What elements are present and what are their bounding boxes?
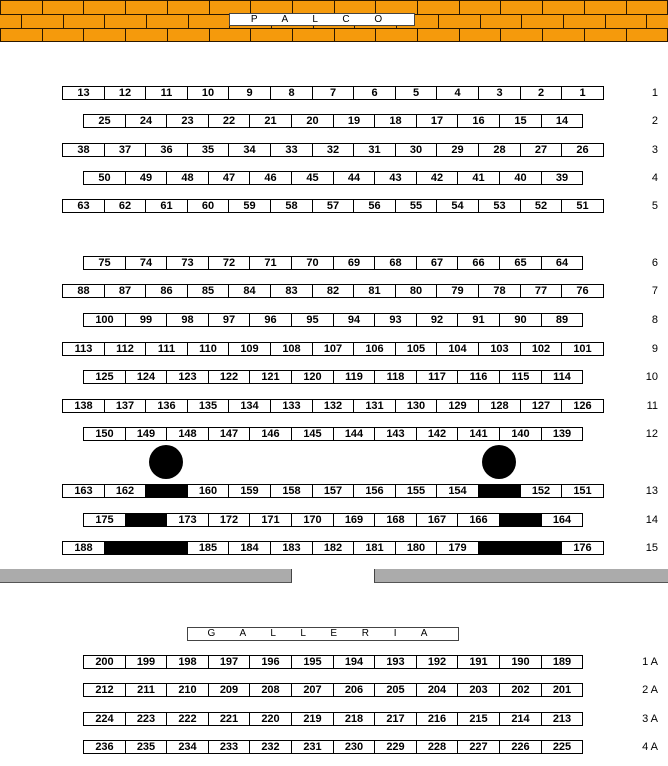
seat[interactable]: 53 bbox=[478, 199, 521, 213]
seat[interactable]: 235 bbox=[125, 740, 167, 754]
seat[interactable]: 110 bbox=[187, 342, 229, 356]
wall-left bbox=[0, 569, 292, 583]
gallery-label: G A L L E R I A bbox=[187, 627, 459, 641]
seat[interactable]: 77 bbox=[520, 284, 562, 298]
seat[interactable]: 109 bbox=[228, 342, 271, 356]
seat[interactable]: 76 bbox=[561, 284, 604, 298]
seat[interactable]: 42 bbox=[416, 171, 458, 185]
seat[interactable]: 46 bbox=[249, 171, 292, 185]
seat[interactable]: 107 bbox=[312, 342, 354, 356]
seat[interactable]: 209 bbox=[208, 683, 250, 697]
seat[interactable]: 193 bbox=[374, 655, 417, 669]
seat[interactable]: 85 bbox=[187, 284, 229, 298]
seat[interactable]: 9 bbox=[228, 86, 271, 100]
seat[interactable]: 95 bbox=[291, 313, 334, 327]
seat[interactable]: 117 bbox=[416, 370, 458, 384]
seat[interactable]: 15 bbox=[499, 114, 542, 128]
seat[interactable]: 136 bbox=[145, 399, 188, 413]
seat[interactable]: 2 bbox=[520, 86, 562, 100]
seat[interactable]: 86 bbox=[145, 284, 188, 298]
seat[interactable]: 94 bbox=[333, 313, 375, 327]
seat[interactable]: 220 bbox=[249, 712, 292, 726]
seat[interactable]: 64 bbox=[541, 256, 583, 270]
seat[interactable]: 190 bbox=[499, 655, 542, 669]
seat[interactable]: 98 bbox=[166, 313, 209, 327]
seat[interactable]: 234 bbox=[166, 740, 209, 754]
seat[interactable]: 91 bbox=[457, 313, 500, 327]
seat[interactable]: 133 bbox=[270, 399, 313, 413]
seat[interactable]: 184 bbox=[228, 541, 271, 555]
seat[interactable]: 51 bbox=[561, 199, 604, 213]
seat[interactable]: 160 bbox=[187, 484, 229, 498]
seat[interactable]: 38 bbox=[62, 143, 105, 157]
seat[interactable]: 218 bbox=[333, 712, 375, 726]
seat[interactable]: 212 bbox=[83, 683, 126, 697]
blocked-seat bbox=[104, 541, 188, 555]
seat[interactable]: 138 bbox=[62, 399, 105, 413]
seat[interactable]: 48 bbox=[166, 171, 209, 185]
seat[interactable]: 87 bbox=[104, 284, 146, 298]
seat[interactable]: 13 bbox=[62, 86, 105, 100]
seat[interactable]: 157 bbox=[312, 484, 354, 498]
row-label: 1 bbox=[651, 87, 658, 99]
stage-label: P A L C O bbox=[229, 13, 415, 26]
seat[interactable]: 210 bbox=[166, 683, 209, 697]
seat[interactable]: 5 bbox=[395, 86, 437, 100]
seat[interactable]: 96 bbox=[249, 313, 292, 327]
seat[interactable]: 200 bbox=[83, 655, 126, 669]
seat[interactable]: 194 bbox=[333, 655, 375, 669]
seat[interactable]: 97 bbox=[208, 313, 250, 327]
row-label: 4 bbox=[651, 172, 658, 184]
seat[interactable]: 69 bbox=[333, 256, 375, 270]
seat[interactable]: 185 bbox=[187, 541, 229, 555]
seat[interactable]: 50 bbox=[83, 171, 126, 185]
seat[interactable]: 1 bbox=[561, 86, 604, 100]
seat[interactable]: 114 bbox=[541, 370, 583, 384]
seat[interactable]: 43 bbox=[374, 171, 417, 185]
seat[interactable]: 52 bbox=[520, 199, 562, 213]
seat[interactable]: 130 bbox=[395, 399, 437, 413]
seat[interactable]: 81 bbox=[353, 284, 396, 298]
seat[interactable]: 175 bbox=[83, 513, 126, 527]
seat[interactable]: 226 bbox=[499, 740, 542, 754]
seat[interactable]: 57 bbox=[312, 199, 354, 213]
seat[interactable]: 188 bbox=[62, 541, 105, 555]
seat[interactable]: 145 bbox=[291, 427, 334, 441]
row-label: 15 bbox=[645, 542, 658, 554]
seat[interactable]: 224 bbox=[83, 712, 126, 726]
seat[interactable]: 228 bbox=[416, 740, 458, 754]
seat[interactable]: 167 bbox=[416, 513, 458, 527]
seat[interactable]: 44 bbox=[333, 171, 375, 185]
seat[interactable]: 84 bbox=[228, 284, 271, 298]
seat[interactable]: 71 bbox=[249, 256, 292, 270]
seat[interactable]: 32 bbox=[312, 143, 354, 157]
seat[interactable]: 196 bbox=[249, 655, 292, 669]
seat[interactable]: 144 bbox=[333, 427, 375, 441]
seat[interactable]: 108 bbox=[270, 342, 313, 356]
seat[interactable]: 7 bbox=[312, 86, 354, 100]
seat[interactable]: 56 bbox=[353, 199, 396, 213]
seat[interactable]: 80 bbox=[395, 284, 437, 298]
seat[interactable]: 37 bbox=[104, 143, 146, 157]
seat[interactable]: 89 bbox=[541, 313, 583, 327]
row-label: 10 bbox=[645, 371, 658, 383]
seat[interactable]: 28 bbox=[478, 143, 521, 157]
seat[interactable]: 154 bbox=[436, 484, 479, 498]
row-label: 14 bbox=[645, 514, 658, 526]
seat[interactable]: 79 bbox=[436, 284, 479, 298]
seat[interactable]: 10 bbox=[187, 86, 229, 100]
seat[interactable]: 236 bbox=[83, 740, 126, 754]
seat[interactable]: 115 bbox=[499, 370, 542, 384]
seat[interactable]: 128 bbox=[478, 399, 521, 413]
seat[interactable]: 149 bbox=[125, 427, 167, 441]
seat[interactable]: 189 bbox=[541, 655, 583, 669]
seat[interactable]: 74 bbox=[125, 256, 167, 270]
seat[interactable]: 125 bbox=[83, 370, 126, 384]
seat[interactable]: 72 bbox=[208, 256, 250, 270]
seat[interactable]: 35 bbox=[187, 143, 229, 157]
seat[interactable]: 75 bbox=[83, 256, 126, 270]
seat[interactable]: 214 bbox=[499, 712, 542, 726]
seat[interactable]: 39 bbox=[541, 171, 583, 185]
seat[interactable]: 131 bbox=[353, 399, 396, 413]
seat[interactable]: 41 bbox=[457, 171, 500, 185]
seat[interactable]: 65 bbox=[499, 256, 542, 270]
seat[interactable]: 90 bbox=[499, 313, 542, 327]
seat[interactable]: 233 bbox=[208, 740, 250, 754]
seat[interactable]: 88 bbox=[62, 284, 105, 298]
seat[interactable]: 21 bbox=[249, 114, 292, 128]
seat[interactable]: 201 bbox=[541, 683, 583, 697]
row-label: 13 bbox=[645, 485, 658, 497]
seat[interactable]: 59 bbox=[228, 199, 271, 213]
seat[interactable]: 105 bbox=[395, 342, 437, 356]
seat[interactable]: 120 bbox=[291, 370, 334, 384]
seat[interactable]: 100 bbox=[83, 313, 126, 327]
pillar-left bbox=[149, 445, 183, 479]
row-label: 6 bbox=[651, 257, 658, 269]
seat[interactable]: 17 bbox=[416, 114, 458, 128]
seat[interactable]: 204 bbox=[416, 683, 458, 697]
seat[interactable]: 172 bbox=[208, 513, 250, 527]
seat[interactable]: 199 bbox=[125, 655, 167, 669]
blocked-seat bbox=[478, 541, 562, 555]
seat[interactable]: 122 bbox=[208, 370, 250, 384]
seat[interactable]: 162 bbox=[104, 484, 146, 498]
seat[interactable]: 148 bbox=[166, 427, 209, 441]
seat[interactable]: 183 bbox=[270, 541, 313, 555]
row-label: 7 bbox=[651, 285, 658, 297]
seat[interactable]: 99 bbox=[125, 313, 167, 327]
seat[interactable]: 104 bbox=[436, 342, 479, 356]
seat[interactable]: 12 bbox=[104, 86, 146, 100]
seat[interactable]: 225 bbox=[541, 740, 583, 754]
seat[interactable]: 26 bbox=[561, 143, 604, 157]
seat[interactable]: 126 bbox=[561, 399, 604, 413]
seat[interactable]: 3 bbox=[478, 86, 521, 100]
seat[interactable]: 55 bbox=[395, 199, 437, 213]
blocked-seat bbox=[145, 484, 188, 498]
seat[interactable]: 31 bbox=[353, 143, 396, 157]
seat[interactable]: 121 bbox=[249, 370, 292, 384]
row-label: 3 A bbox=[642, 713, 658, 725]
seat[interactable]: 135 bbox=[187, 399, 229, 413]
wall-right bbox=[374, 569, 668, 583]
seat[interactable]: 179 bbox=[436, 541, 479, 555]
seat[interactable]: 146 bbox=[249, 427, 292, 441]
seat[interactable]: 171 bbox=[249, 513, 292, 527]
seat[interactable]: 16 bbox=[457, 114, 500, 128]
seat[interactable]: 58 bbox=[270, 199, 313, 213]
seat[interactable]: 29 bbox=[436, 143, 479, 157]
seat[interactable]: 102 bbox=[520, 342, 562, 356]
seat[interactable]: 173 bbox=[166, 513, 209, 527]
seat[interactable]: 47 bbox=[208, 171, 250, 185]
blocked-seat bbox=[478, 484, 521, 498]
seat[interactable]: 20 bbox=[291, 114, 334, 128]
seat[interactable]: 116 bbox=[457, 370, 500, 384]
seat[interactable]: 4 bbox=[436, 86, 479, 100]
seat[interactable]: 33 bbox=[270, 143, 313, 157]
seat[interactable]: 36 bbox=[145, 143, 188, 157]
seat[interactable]: 34 bbox=[228, 143, 271, 157]
seat[interactable]: 111 bbox=[145, 342, 188, 356]
seat[interactable]: 180 bbox=[395, 541, 437, 555]
seat[interactable]: 49 bbox=[125, 171, 167, 185]
seat[interactable]: 163 bbox=[62, 484, 105, 498]
seat[interactable]: 93 bbox=[374, 313, 417, 327]
seat[interactable]: 158 bbox=[270, 484, 313, 498]
seat[interactable]: 24 bbox=[125, 114, 167, 128]
seat[interactable]: 192 bbox=[416, 655, 458, 669]
seat[interactable]: 54 bbox=[436, 199, 479, 213]
row-label: 4 A bbox=[642, 741, 658, 753]
seat[interactable]: 70 bbox=[291, 256, 334, 270]
seat[interactable]: 232 bbox=[249, 740, 292, 754]
seat[interactable]: 231 bbox=[291, 740, 334, 754]
seat[interactable]: 101 bbox=[561, 342, 604, 356]
seat[interactable]: 169 bbox=[333, 513, 375, 527]
seat[interactable]: 92 bbox=[416, 313, 458, 327]
seat[interactable]: 112 bbox=[104, 342, 146, 356]
row-label: 2 bbox=[651, 115, 658, 127]
seat[interactable]: 82 bbox=[312, 284, 354, 298]
seat[interactable]: 137 bbox=[104, 399, 146, 413]
row-label: 5 bbox=[651, 200, 658, 212]
row-label: 9 bbox=[651, 343, 658, 355]
seat[interactable]: 11 bbox=[145, 86, 188, 100]
seat[interactable]: 140 bbox=[499, 427, 542, 441]
seat[interactable]: 30 bbox=[395, 143, 437, 157]
seat[interactable]: 106 bbox=[353, 342, 396, 356]
seat[interactable]: 27 bbox=[520, 143, 562, 157]
seat[interactable]: 198 bbox=[166, 655, 209, 669]
blocked-seat bbox=[499, 513, 542, 527]
seat[interactable]: 181 bbox=[353, 541, 396, 555]
seat[interactable]: 40 bbox=[499, 171, 542, 185]
row-label: 11 bbox=[646, 400, 658, 412]
seat[interactable]: 207 bbox=[291, 683, 334, 697]
seat[interactable]: 147 bbox=[208, 427, 250, 441]
seat[interactable]: 22 bbox=[208, 114, 250, 128]
seat[interactable]: 215 bbox=[457, 712, 500, 726]
seat[interactable]: 227 bbox=[457, 740, 500, 754]
seat[interactable]: 60 bbox=[187, 199, 229, 213]
seat[interactable]: 6 bbox=[353, 86, 396, 100]
seat[interactable]: 113 bbox=[62, 342, 105, 356]
seat[interactable]: 197 bbox=[208, 655, 250, 669]
seat[interactable]: 143 bbox=[374, 427, 417, 441]
seat[interactable]: 119 bbox=[333, 370, 375, 384]
seat[interactable]: 18 bbox=[374, 114, 417, 128]
seat[interactable]: 216 bbox=[416, 712, 458, 726]
seat[interactable]: 134 bbox=[228, 399, 271, 413]
seat[interactable]: 123 bbox=[166, 370, 209, 384]
seat[interactable]: 142 bbox=[416, 427, 458, 441]
seat[interactable]: 159 bbox=[228, 484, 271, 498]
seat[interactable]: 141 bbox=[457, 427, 500, 441]
seat[interactable]: 8 bbox=[270, 86, 313, 100]
seat[interactable]: 191 bbox=[457, 655, 500, 669]
row-label: 12 bbox=[645, 428, 658, 440]
seat[interactable]: 73 bbox=[166, 256, 209, 270]
seat[interactable]: 14 bbox=[541, 114, 583, 128]
seat[interactable]: 223 bbox=[125, 712, 167, 726]
seat[interactable]: 19 bbox=[333, 114, 375, 128]
seat[interactable]: 124 bbox=[125, 370, 167, 384]
seat[interactable]: 23 bbox=[166, 114, 209, 128]
seat[interactable]: 103 bbox=[478, 342, 521, 356]
seat[interactable]: 118 bbox=[374, 370, 417, 384]
pillar-right bbox=[482, 445, 516, 479]
seat[interactable]: 168 bbox=[374, 513, 417, 527]
seat[interactable]: 132 bbox=[312, 399, 354, 413]
seat[interactable]: 202 bbox=[499, 683, 542, 697]
seat[interactable]: 203 bbox=[457, 683, 500, 697]
seat[interactable]: 213 bbox=[541, 712, 583, 726]
seat[interactable]: 151 bbox=[561, 484, 604, 498]
seat[interactable]: 83 bbox=[270, 284, 313, 298]
seat[interactable]: 195 bbox=[291, 655, 334, 669]
row-label: 8 bbox=[651, 314, 658, 326]
seat[interactable]: 170 bbox=[291, 513, 334, 527]
seat[interactable]: 139 bbox=[541, 427, 583, 441]
seat[interactable]: 45 bbox=[291, 171, 334, 185]
seat[interactable]: 208 bbox=[249, 683, 292, 697]
seat[interactable]: 229 bbox=[374, 740, 417, 754]
seat[interactable]: 222 bbox=[166, 712, 209, 726]
blocked-seat bbox=[125, 513, 167, 527]
seat[interactable]: 176 bbox=[561, 541, 604, 555]
seat[interactable]: 156 bbox=[353, 484, 396, 498]
seat[interactable]: 129 bbox=[436, 399, 479, 413]
seat[interactable]: 166 bbox=[457, 513, 500, 527]
seat[interactable]: 67 bbox=[416, 256, 458, 270]
seat[interactable]: 150 bbox=[83, 427, 126, 441]
seat[interactable]: 25 bbox=[83, 114, 126, 128]
seat[interactable]: 211 bbox=[125, 683, 167, 697]
seat[interactable]: 219 bbox=[291, 712, 334, 726]
seat[interactable]: 63 bbox=[62, 199, 105, 213]
row-label: 2 A bbox=[642, 684, 658, 696]
seat[interactable]: 182 bbox=[312, 541, 354, 555]
seat[interactable]: 78 bbox=[478, 284, 521, 298]
seat[interactable]: 205 bbox=[374, 683, 417, 697]
seat[interactable]: 68 bbox=[374, 256, 417, 270]
seat[interactable]: 164 bbox=[541, 513, 583, 527]
seat[interactable]: 61 bbox=[145, 199, 188, 213]
seat[interactable]: 217 bbox=[374, 712, 417, 726]
seat[interactable]: 206 bbox=[333, 683, 375, 697]
seat[interactable]: 127 bbox=[520, 399, 562, 413]
seat[interactable]: 230 bbox=[333, 740, 375, 754]
row-label: 1 A bbox=[642, 656, 658, 668]
seat[interactable]: 62 bbox=[104, 199, 146, 213]
seat[interactable]: 221 bbox=[208, 712, 250, 726]
seat[interactable]: 155 bbox=[395, 484, 437, 498]
row-label: 3 bbox=[651, 144, 658, 156]
seat[interactable]: 152 bbox=[520, 484, 562, 498]
seat[interactable]: 66 bbox=[457, 256, 500, 270]
